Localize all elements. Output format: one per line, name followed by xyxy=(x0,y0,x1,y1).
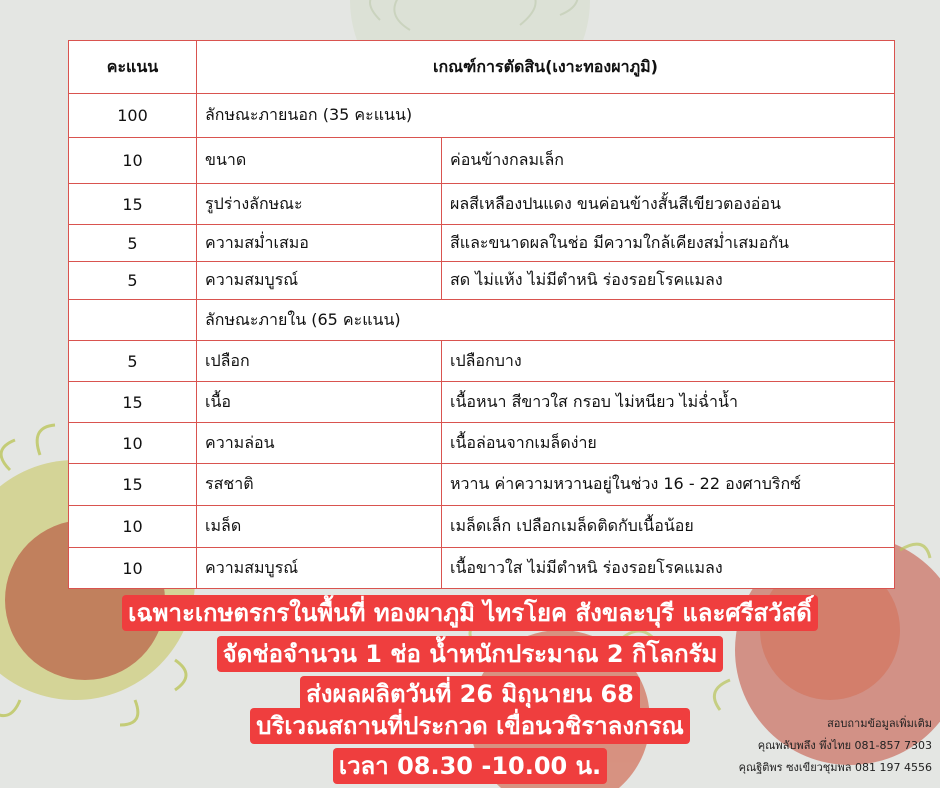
criterion-detail-cell: เนื้อขาวใส ไม่มีตำหนิ ร่องรอยโรคแมลง xyxy=(442,548,895,589)
table-header-row xyxy=(69,41,895,94)
criterion-label-cell: ขนาด xyxy=(197,138,442,184)
table-row xyxy=(69,138,895,184)
criterion-label-cell: รูปร่างลักษณะ xyxy=(197,184,442,225)
table-row xyxy=(69,423,895,464)
criterion-label-cell: เปลือก xyxy=(197,341,442,382)
section-label-cell: ลักษณะภายนอก (35 คะแนน) xyxy=(197,94,895,138)
score-cell: 10 xyxy=(69,138,197,184)
table-row xyxy=(69,184,895,225)
contact-person-1: คุณพลับพลึง พึ่งไทย 081-857 7303 xyxy=(757,739,932,752)
criterion-label-cell: ความสมบูรณ์ xyxy=(197,548,442,589)
criterion-label-cell: รสชาติ xyxy=(197,464,442,506)
banner-line-2: จัดช่อจำนวน 1 ช่อ น้ำหนักประมาณ 2 กิโลกรัม xyxy=(0,636,940,672)
criterion-detail-cell: เนื้อหนา สีขาวใส กรอบ ไม่หนียว ไม่ฉ่ำน้ำ xyxy=(442,382,895,423)
score-cell: 10 xyxy=(69,423,197,464)
criteria-header: เกณฑ์การตัดสิน(เงาะทองผาภูมิ) xyxy=(197,41,895,94)
criteria-table xyxy=(68,40,895,589)
score-header: คะแนน xyxy=(69,41,197,94)
criterion-detail-cell: ผลสีเหลืองปนแดง ขนค่อนข้างสั้นสีเขียวตองอ่อน xyxy=(442,184,895,225)
table-row xyxy=(69,225,895,262)
score-cell: 15 xyxy=(69,184,197,225)
score-cell: 100 xyxy=(69,94,197,138)
criterion-detail-cell: ค่อนข้างกลมเล็ก xyxy=(442,138,895,184)
criterion-detail-cell: เนื้อล่อนจากเมล็ดง่าย xyxy=(442,423,895,464)
table-row xyxy=(69,548,895,589)
criterion-label-cell: เมล็ด xyxy=(197,506,442,548)
criterion-label-cell: ความสม่ำเสมอ xyxy=(197,225,442,262)
score-cell xyxy=(69,300,197,341)
contact-info xyxy=(702,713,932,779)
table-row xyxy=(69,262,895,300)
score-cell: 10 xyxy=(69,506,197,548)
criterion-detail-cell: เมล็ดเล็ก เปลือกเมล็ดติดกับเนื้อน้อย xyxy=(442,506,895,548)
section-row xyxy=(69,300,895,341)
criterion-label-cell: ความสมบูรณ์ xyxy=(197,262,442,300)
criterion-label-cell: เนื้อ xyxy=(197,382,442,423)
contact-heading: สอบถามข้อมูลเพิ่มเติม xyxy=(827,717,932,730)
section-row xyxy=(69,94,895,138)
table-row xyxy=(69,464,895,506)
table-row xyxy=(69,506,895,548)
section-label-cell: ลักษณะภายใน (65 คะแนน) xyxy=(197,300,895,341)
criterion-detail-cell: เปลือกบาง xyxy=(442,341,895,382)
criteria-table-container xyxy=(68,40,894,589)
score-cell: 10 xyxy=(69,548,197,589)
criterion-label-cell: ความล่อน xyxy=(197,423,442,464)
table-row xyxy=(69,382,895,423)
table-row xyxy=(69,341,895,382)
criterion-detail-cell: หวาน ค่าความหวานอยู่ในช่วง 16 - 22 องศาบริกซ์ xyxy=(442,464,895,506)
contact-person-2: คุณฐิติพร ซงเขียวชุมพล 081 197 4556 xyxy=(738,761,932,774)
banner-line-3: ส่งผลผลิตวันที่ 26 มิถุนายน 68 xyxy=(0,676,940,712)
criterion-detail-cell: สีและขนาดผลในช่อ มีความใกล้เคียงสม่ำเสมอกัน xyxy=(442,225,895,262)
banner-line-1: เฉพาะเกษตรกรในพื้นที่ ทองผาภูมิ ไทรโยค สังขละบุรี และศรีสวัสดิ์ xyxy=(0,595,940,631)
criteria-rows xyxy=(69,94,895,589)
score-cell: 15 xyxy=(69,382,197,423)
criterion-detail-cell: สด ไม่แห้ง ไม่มีตำหนิ ร่องรอยโรคแมลง xyxy=(442,262,895,300)
score-cell: 5 xyxy=(69,341,197,382)
banner-line-4: บริเวณสถานที่ประกวด เขื่อนวชิราลงกรณ xyxy=(0,708,940,744)
score-cell: 5 xyxy=(69,262,197,300)
score-cell: 15 xyxy=(69,464,197,506)
banner-line-5: เวลา 08.30 -10.00 น. xyxy=(0,748,940,784)
score-cell: 5 xyxy=(69,225,197,262)
